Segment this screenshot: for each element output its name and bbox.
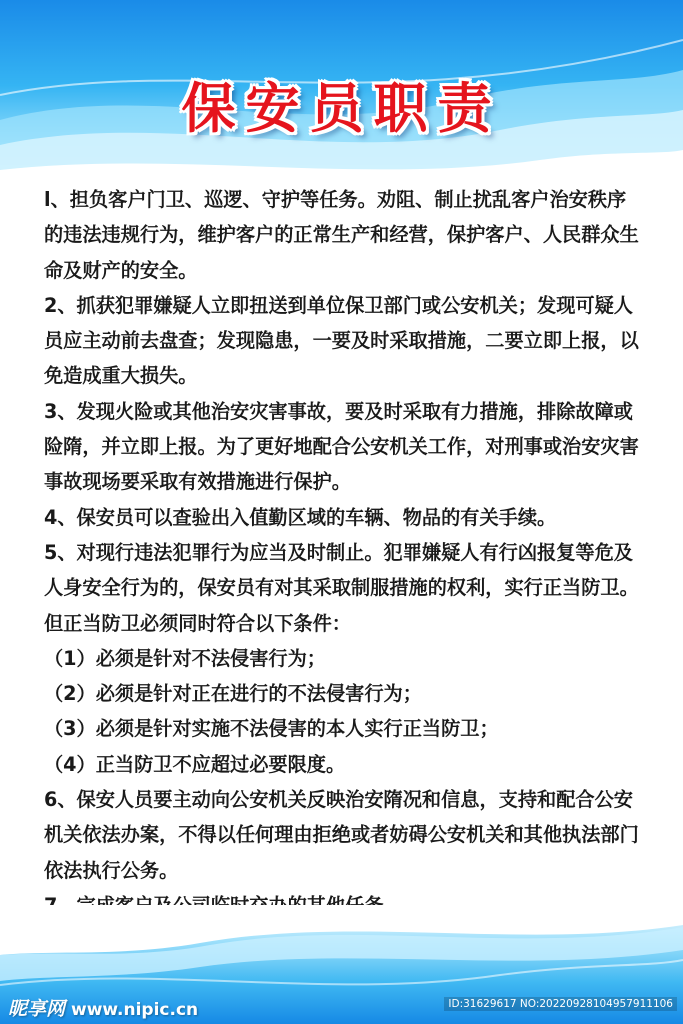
image-id-watermark: ID:31629617 NO:20220928104957911106: [444, 997, 677, 1011]
duty-item-6: 6、保安人员要主动向公安机关反映治安隋况和信息，支持和配合公安机关依法办案，不得以任何理由拒绝或者妨碍公安机关和其他执法部门依法执行公务。: [44, 788, 639, 882]
condition-item-2: （2）必须是针对正在进行的不法侵害行为；: [44, 682, 422, 706]
watermark-logo: 昵享网: [8, 998, 66, 1020]
duty-item-3: 3、发现火险或其他治安灾害事故，要及时采取有力措施，排除故障或险隋，并立即上报。为了更好地配合公安机关工作，对刑事或治安灾害事故现场要采取有效措施进行保护。: [44, 399, 639, 494]
watermark-url: www.nipic.cn: [71, 1000, 199, 1020]
duty-item-5: 5、对现行违法犯罪行为应当及时制止。犯罪嫌疑人有行凶报复等危及人身安全行为的，保安员有对其采取制服措施的权利，实行正当防卫。但正当防卫必须同时符合以下条件：: [44, 540, 639, 635]
site-watermark: [8, 994, 198, 1021]
condition-item-1: （1）必须是针对不法侵害行为；: [44, 646, 326, 670]
duty-item-4: 4、保安员可以查验出入值勤区域的车辆、物品的有关手续。: [44, 505, 557, 529]
duty-item-1: l、担负客户门卫、巡逻、守护等任务。劝阻、制止扰乱客户治安秩序的违法违规行为，维护客户的正常生产和经营，保护客户、人民群众生命及财产的安全。: [44, 188, 639, 282]
duty-item-2: 2、抓获犯罪嫌疑人立即扭送到单位保卫部门或公安机关；发现可疑人员应主动前去盘查；发现隐患，一要及时采取措施，二要立即上报，以免造成重大损失。: [44, 293, 639, 388]
condition-item-3: （3）必须是针对实施不法侵害的本人实行正当防卫；: [44, 717, 499, 741]
page-title: 保安员职责: [181, 77, 502, 140]
condition-item-4: （4）正当防卫不应超过必要限度。: [44, 752, 346, 776]
duties-body: [44, 182, 644, 923]
